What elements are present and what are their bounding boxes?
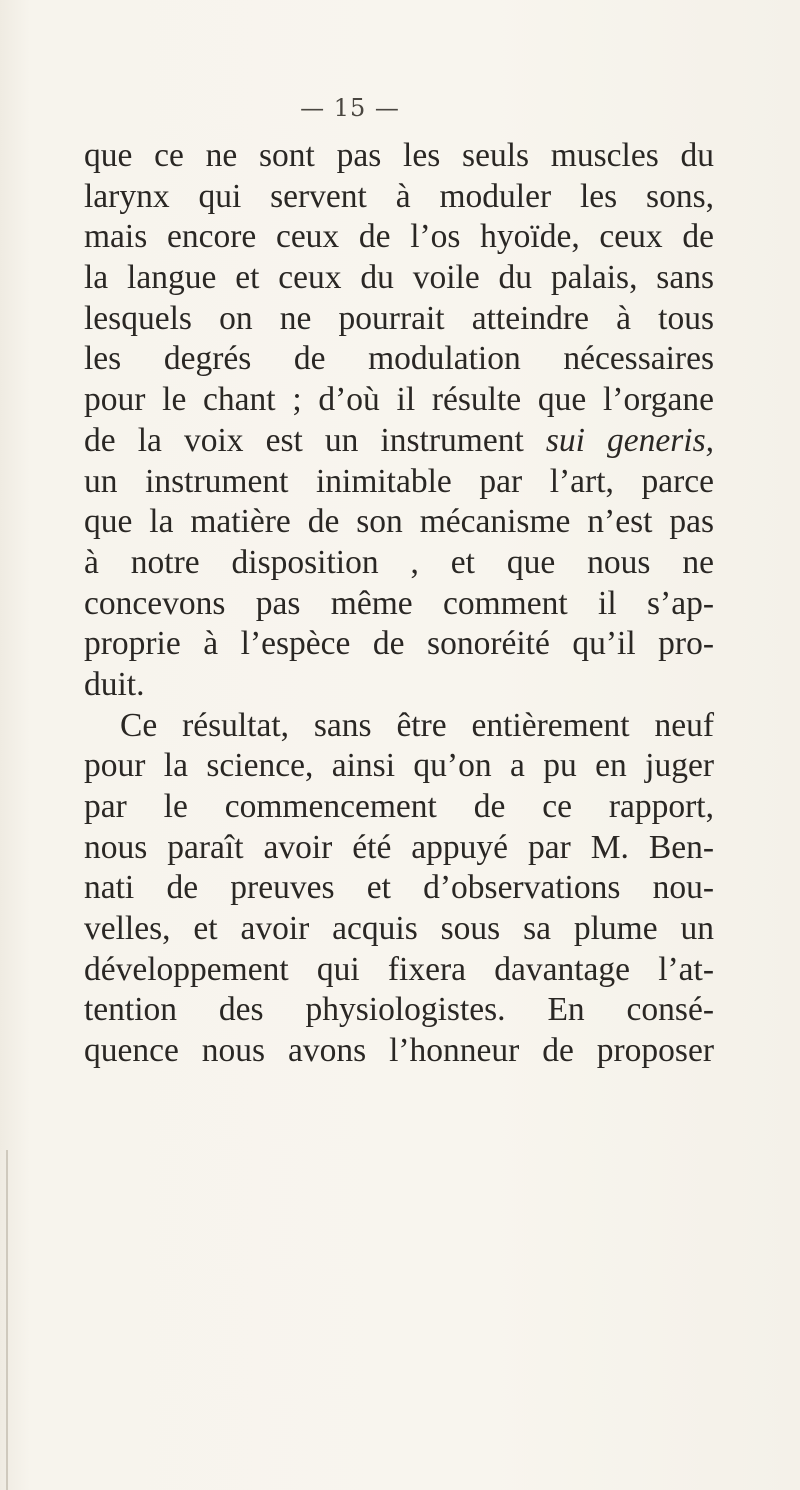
text-line: quence nous avons l’honneur de proposer [84,1032,714,1070]
text-line: duit. [84,665,145,703]
text-line: larynx qui servent à moduler les sons, [84,177,714,215]
text-line: un instrument inimitable par l’art, parce [84,462,714,500]
text-fragment: de la voix est un instrument [84,421,546,459]
text-line [84,421,714,462]
page-number: — 15 — [300,94,400,122]
text-line: tention des physiologistes. En consé- [84,991,714,1029]
text-line: par le commencement de ce rapport, [84,788,714,825]
text-line: que ce ne sont pas les seuls muscles du [84,137,714,174]
text-line: les degrés de modulation nécessaires [84,340,714,378]
text-line: à notre disposition , et que nous ne [84,543,714,581]
text-line: la langue et ceux du voile du palais, sans [84,259,714,297]
text-line: Ce résultat, sans être entièrement neuf [120,706,714,744]
text-line: développement qui fixera davantage l’at- [84,950,714,988]
text-line: mais encore ceux de l’os hyoïde, ceux de [84,218,714,256]
text-line: pour la science, ainsi qu’on a pu en juger [84,747,714,785]
text-line: lesquels on ne pourrait atteindre à tous [84,299,714,337]
body-text [84,136,714,1072]
text-line: proprie à l’espèce de sonoréité qu’il pro- [84,625,714,663]
text-line: velles, et avoir acquis sous sa plume un [84,910,714,948]
text-line: que la matière de son mécanisme n’est pas [84,503,714,541]
italic-phrase: sui generis, [545,421,714,459]
text-line: nous paraît avoir été appuyé par M. Ben- [84,828,714,866]
text-line: concevons pas même comment il s’ap- [84,584,714,622]
page-edge-shadow [6,1150,8,1490]
text-line: nati de preuves et d’observations nou- [84,869,714,907]
text-line: pour le chant ; d’où il résulte que l’organe [84,381,714,419]
